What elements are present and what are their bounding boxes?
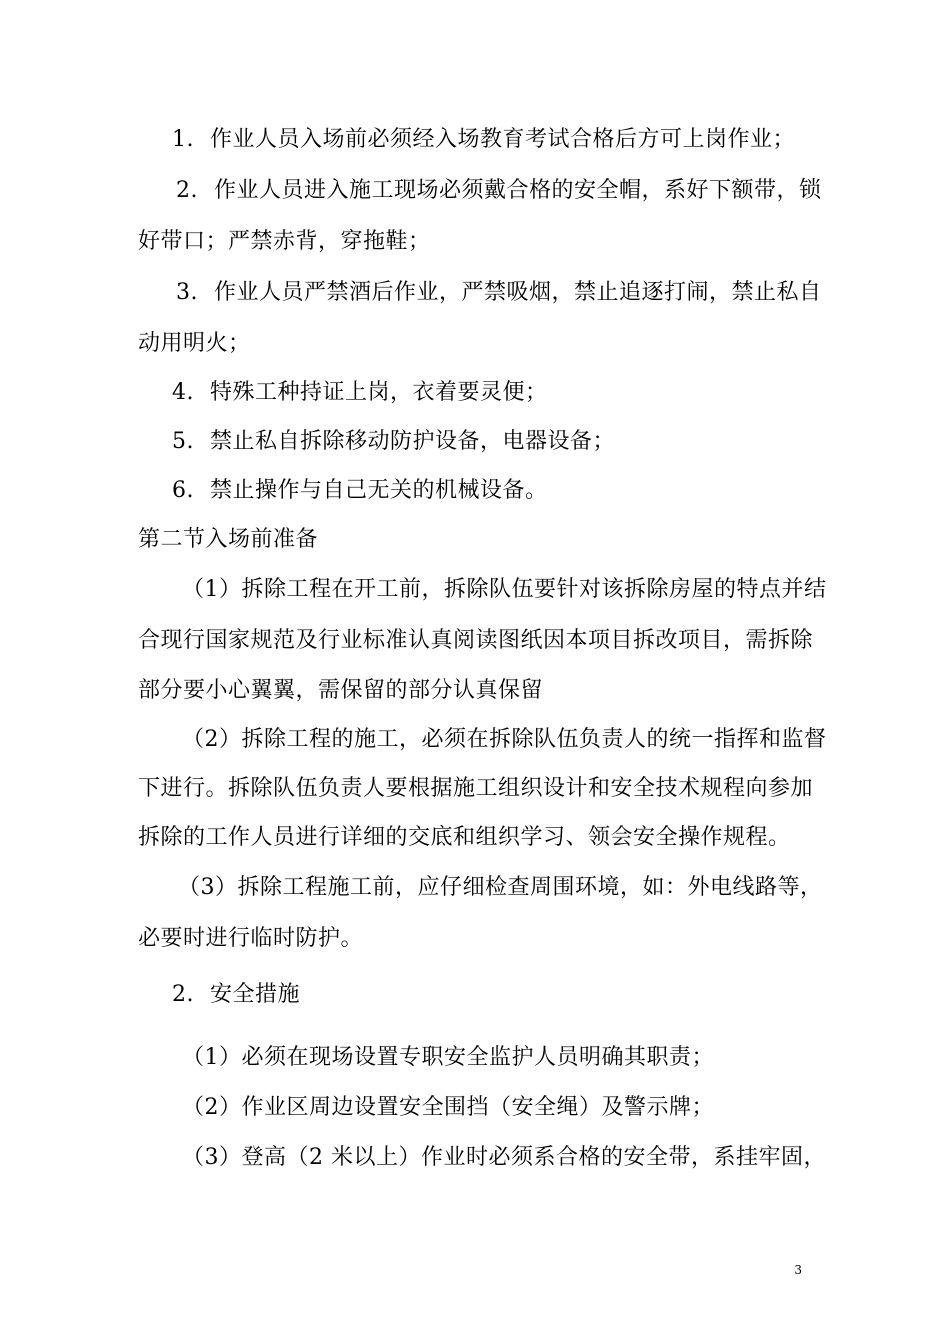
item-text: 好带口；严禁赤背，穿拖鞋；	[138, 229, 431, 254]
paragraph-text: 下进行。拆除队伍负责人要根据施工组织设计和安全技术规程向参加	[138, 776, 814, 801]
paragraph-2-line-3	[138, 823, 791, 853]
rule-item-6	[172, 476, 548, 506]
paragraph-text: （3）拆除工程施工前，应仔细检查周围环境，如：外电线路等，	[178, 875, 823, 900]
paragraph-2-line-1	[182, 725, 827, 755]
paragraph-3-line-1	[178, 873, 823, 903]
section-title: 第二节入场前准备	[138, 527, 319, 552]
rule-item-1	[172, 125, 795, 155]
item-text: 禁止操作与自己无关的机械设备。	[210, 478, 548, 503]
rule-item-2	[176, 176, 822, 206]
item-number: 4.	[172, 380, 194, 405]
item-text: 动用明火；	[138, 331, 251, 356]
rule-item-3-continuation	[138, 329, 251, 359]
section-heading	[138, 525, 318, 555]
item-number: 5.	[172, 429, 194, 454]
item-number: 2.	[176, 178, 198, 203]
subsection-safety-measures	[172, 980, 300, 1010]
item-number: 2.	[172, 982, 194, 1007]
paragraph-text: 合现行国家规范及行业标准认真阅读图纸因本项目拆改项目，需拆除	[138, 628, 814, 653]
paragraph-3-line-2	[138, 924, 363, 954]
item-text: 作业人员进入施工现场必须戴合格的安全帽，系好下额带，锁	[214, 178, 822, 203]
item-number: 1.	[172, 127, 194, 152]
safety-item-2	[182, 1093, 714, 1123]
paragraph-1-line-1	[182, 575, 827, 605]
paragraph-text: 必要时进行临时防护。	[138, 926, 364, 951]
item-number: 3.	[176, 280, 198, 305]
rule-item-2-continuation	[138, 227, 431, 257]
paragraph-text: （1）拆除工程在开工前，拆除队伍要针对该拆除房屋的特点并结	[182, 577, 827, 602]
paragraph-text: 拆除的工作人员进行详细的交底和组织学习、领会安全操作规程。	[138, 825, 791, 850]
paragraph-text: 部分要小心翼翼，需保留的部分认真保留	[138, 678, 544, 703]
item-text: 作业人员严禁酒后作业，严禁吸烟，禁止追逐打闹，禁止私自	[214, 280, 822, 305]
page-number: 3	[794, 1263, 802, 1277]
paragraph-1-line-3	[138, 676, 543, 706]
paragraph-text: （2）拆除工程的施工，必须在拆除队伍负责人的统一指挥和监督	[182, 727, 827, 752]
paragraph-text: （3）登高（2 米以上）作业时必须系合格的安全带，系挂牢固，	[182, 1145, 826, 1170]
safety-item-1	[182, 1043, 714, 1073]
paragraph-2-line-2	[138, 774, 813, 804]
paragraph-text: （1）必须在现场设置专职安全监护人员明确其职责；	[182, 1045, 714, 1070]
rule-item-3	[176, 278, 822, 308]
subsection-title: 安全措施	[210, 982, 301, 1007]
rule-item-4	[172, 378, 548, 408]
item-number: 6.	[172, 478, 194, 503]
item-text: 作业人员入场前必须经入场教育考试合格后方可上岗作业；	[210, 127, 796, 152]
item-text: 禁止私自拆除移动防护设备，电器设备；	[210, 429, 616, 454]
item-text: 特殊工种持证上岗，衣着要灵便；	[210, 380, 548, 405]
paragraph-1-line-2	[138, 626, 813, 656]
paragraph-text: （2）作业区周边设置安全围挡（安全绳）及警示牌；	[182, 1095, 714, 1120]
safety-item-3	[182, 1143, 826, 1173]
rule-item-5	[172, 427, 615, 457]
